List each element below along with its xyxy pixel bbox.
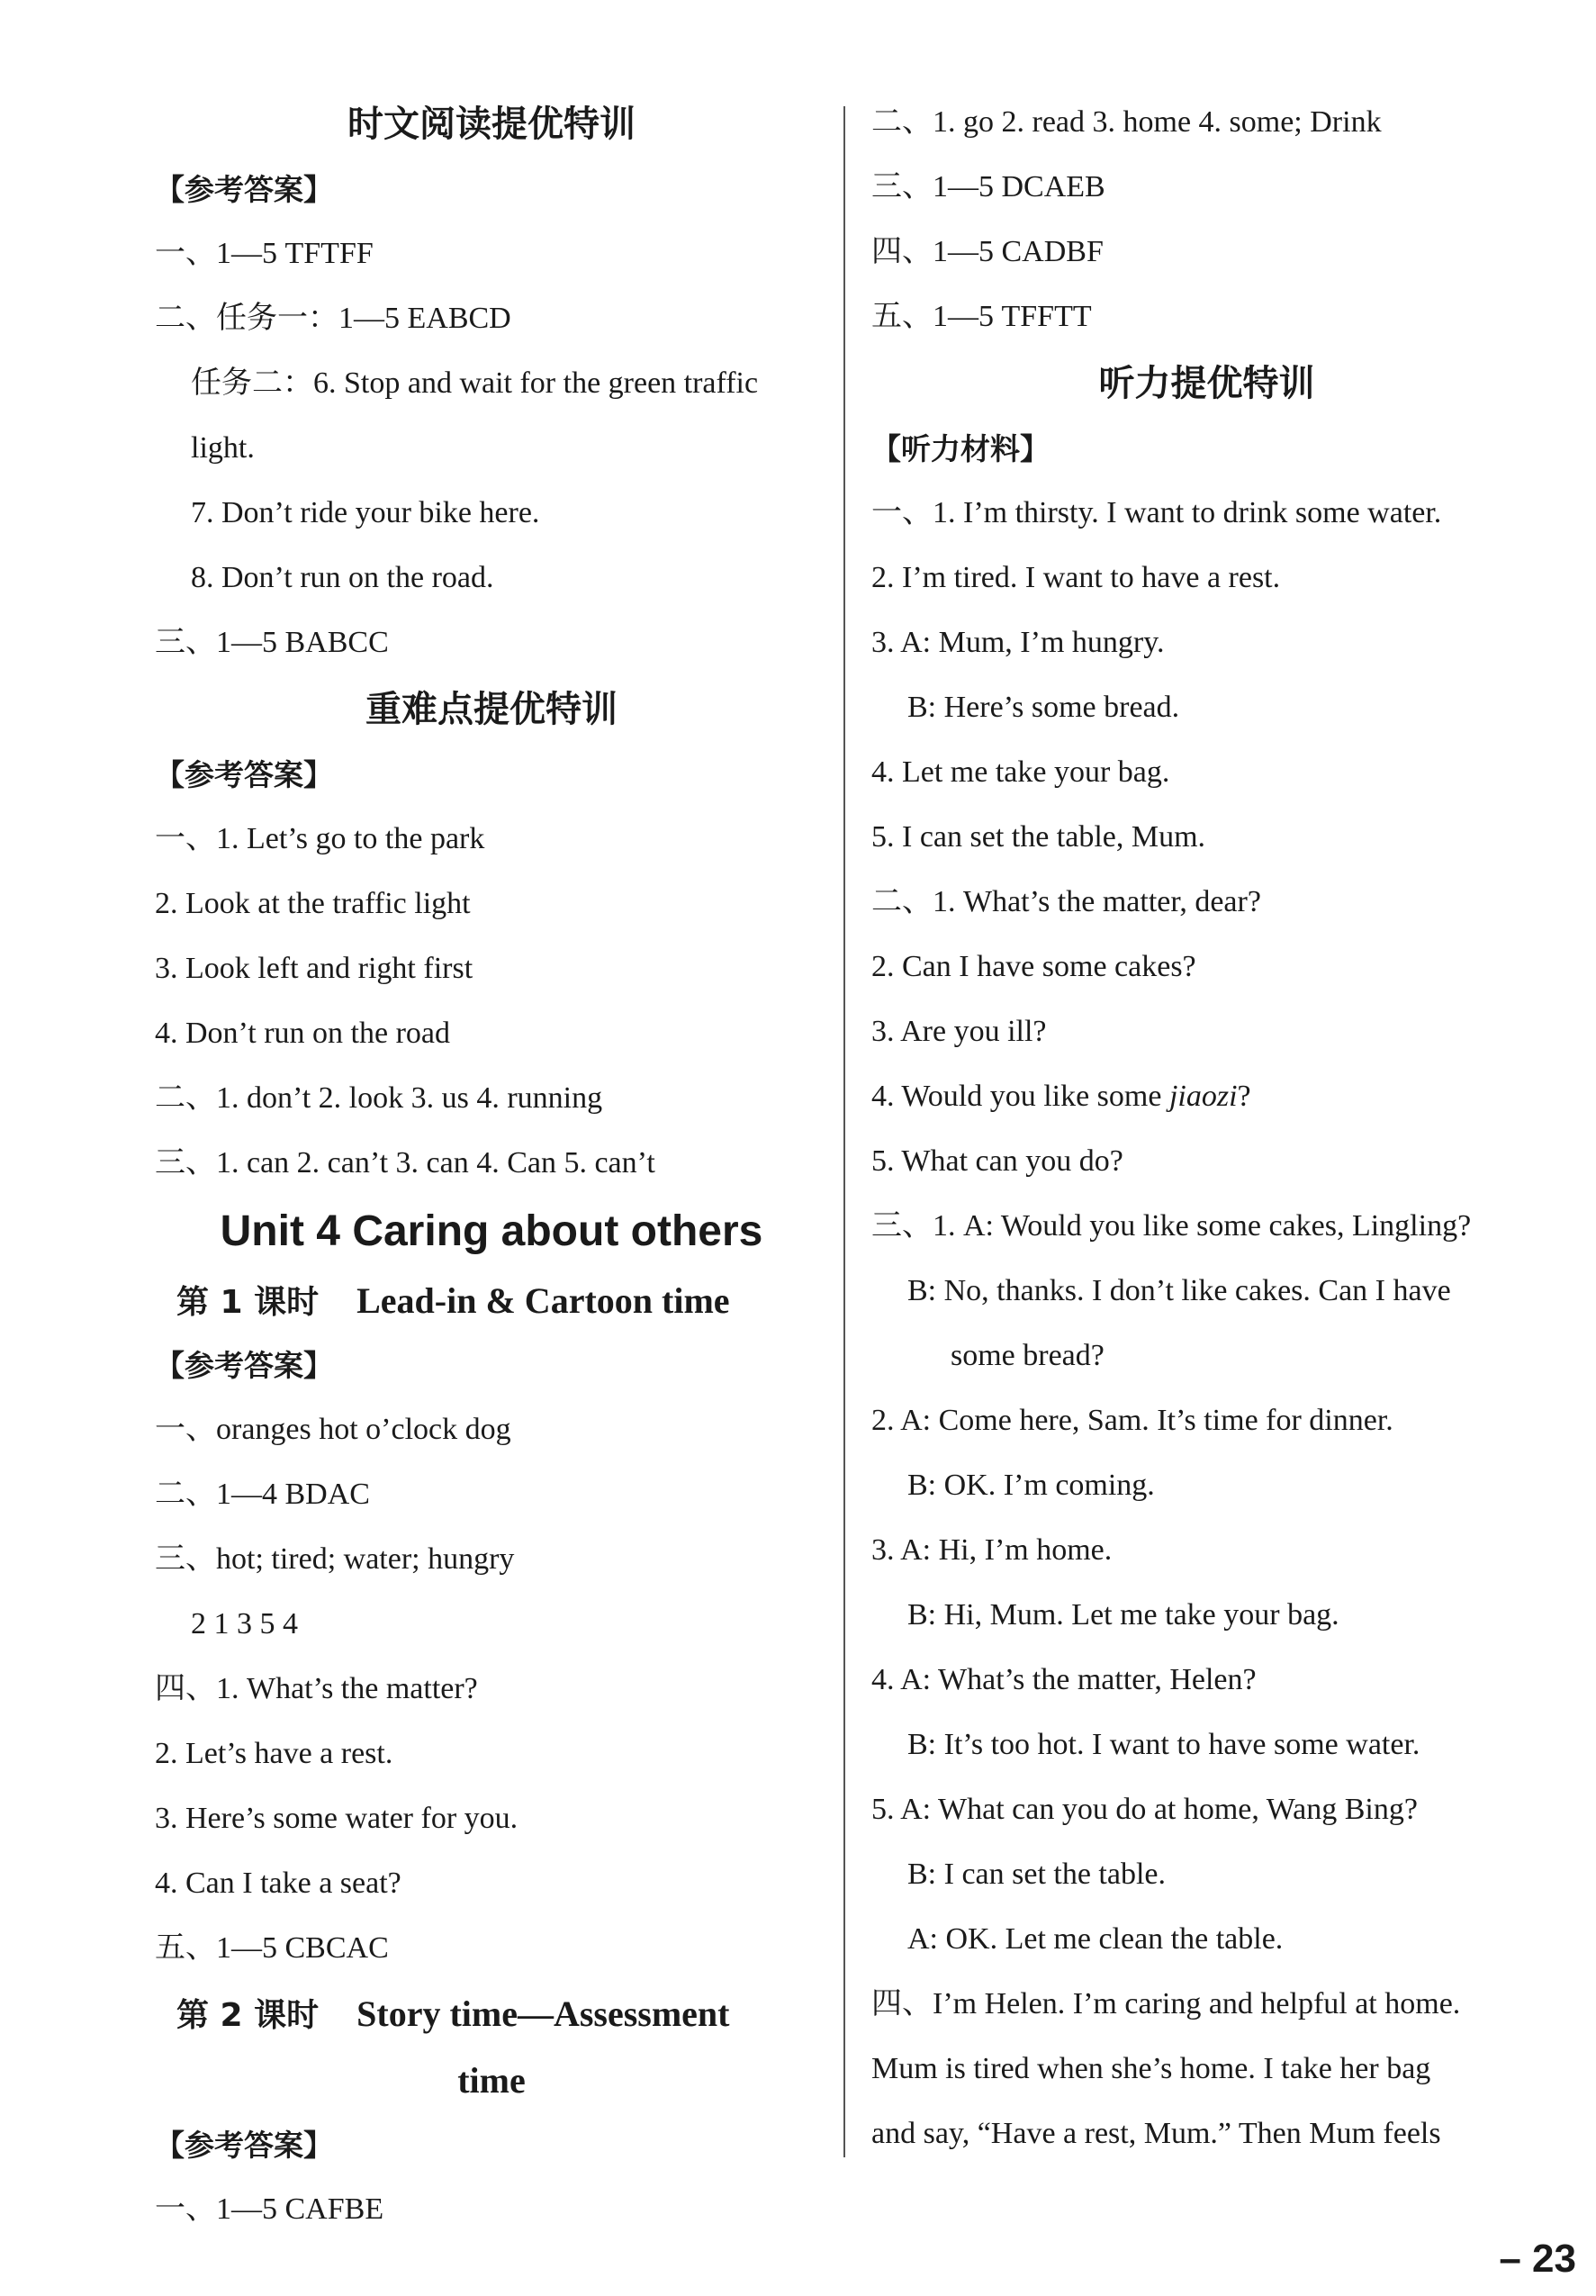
- answer-line: 三、hot; tired; water; hungry: [155, 1542, 515, 1576]
- answer-label: 【参考答案】: [155, 2128, 333, 2163]
- material-line: B: It’s too hot. I want to have some water.: [907, 1728, 1420, 1761]
- lesson-heading: [155, 1981, 828, 2047]
- answer-line: 一、1—5 TFTFF: [155, 237, 374, 270]
- material-line: B: Here’s some bread.: [907, 691, 1180, 724]
- material-line: 2. Can I have some cakes?: [871, 950, 1196, 983]
- answer-label: 【参考答案】: [155, 172, 333, 207]
- answer-line: 一、oranges hot o’clock dog: [155, 1413, 511, 1446]
- material-line: B: Hi, Mum. Let me take your bag.: [907, 1598, 1339, 1632]
- material-line: 3. Are you ill?: [871, 1015, 1047, 1048]
- lesson-number: 第 1 课时: [176, 1284, 320, 1321]
- left-column: [155, 90, 828, 2242]
- material-line: B: I can set the table.: [907, 1858, 1167, 1891]
- answer-line: 二、任务一：1—5 EABCD: [155, 302, 511, 335]
- answer-line: 二、1—4 BDAC: [155, 1478, 370, 1511]
- material-line: B: OK. I’m coming.: [907, 1469, 1155, 1502]
- answer-label: 【参考答案】: [155, 1348, 333, 1383]
- section-title: 重难点提优特训: [365, 689, 618, 730]
- column-divider: [843, 106, 845, 2157]
- material-line: B: No, thanks. I don’t like cakes. Can I have: [907, 1274, 1451, 1307]
- lesson-title: Story time—Assessment: [356, 1993, 730, 2034]
- material-line: 2. A: Come here, Sam. It’s time for dinner.: [871, 1404, 1393, 1437]
- material-line: 2. I’m tired. I want to have a rest.: [871, 561, 1281, 594]
- material-line: 一、1. I’m thirsty. I want to drink some water.: [871, 496, 1442, 529]
- material-label: 【听力材料】: [871, 431, 1050, 466]
- answer-line: 2 1 3 5 4: [191, 1607, 298, 1641]
- section-title: 时文阅读提优特训: [347, 104, 636, 145]
- material-line: 四、I’m Helen. I’m caring and helpful at home.: [871, 1987, 1461, 2020]
- material-line: A: OK. Let me clean the table.: [907, 1922, 1284, 1956]
- material-line: 3. A: Mum, I’m hungry.: [871, 626, 1165, 659]
- material-line: 4. Let me take your bag.: [871, 755, 1170, 789]
- answer-line: 一、1—5 CAFBE: [155, 2192, 384, 2226]
- answer-line: 一、1. Let’s go to the park: [155, 822, 485, 855]
- answer-line: 7. Don’t ride your bike here.: [191, 496, 540, 529]
- right-column: [871, 90, 1542, 2166]
- section-title: 听力提优特训: [1098, 363, 1315, 404]
- answer-line: 三、1. can 2. can’t 3. can 4. Can 5. can’t: [155, 1146, 655, 1180]
- answer-line: 二、1. don’t 2. look 3. us 4. running: [155, 1081, 603, 1115]
- material-line: and say, “Have a rest, Mum.” Then Mum feels: [871, 2117, 1441, 2150]
- lesson-number: 第 2 课时: [176, 1997, 320, 2034]
- answer-line: 二、1. go 2. read 3. home 4. some; Drink: [871, 105, 1382, 139]
- material-line: [871, 1064, 1542, 1129]
- answer-line: 8. Don’t run on the road.: [191, 561, 494, 594]
- material-line: 3. A: Hi, I’m home.: [871, 1533, 1113, 1567]
- unit-title: Unit 4 Caring about others: [220, 1207, 763, 1255]
- line-text: ?: [1237, 1080, 1251, 1113]
- lesson-title: Lead-in & Cartoon time: [356, 1280, 730, 1321]
- material-line: 4. A: What’s the matter, Helen?: [871, 1663, 1257, 1696]
- material-line: 5. What can you do?: [871, 1144, 1123, 1178]
- answer-line: 2. Look at the traffic light: [155, 887, 471, 920]
- line-text: 4. Would you like some: [871, 1080, 1169, 1113]
- material-line: 三、1. A: Would you like some cakes, Lingling?: [871, 1209, 1472, 1243]
- material-line: 5. A: What can you do at home, Wang Bing?: [871, 1793, 1418, 1826]
- answer-line: 五、1—5 CBCAC: [155, 1931, 389, 1965]
- answer-line: 五、1—5 TFFTT: [871, 300, 1092, 333]
- answer-line: 3. Look left and right first: [155, 952, 473, 985]
- answer-line: 2. Let’s have a rest.: [155, 1737, 393, 1770]
- answer-line: 四、1. What’s the matter?: [155, 1672, 478, 1705]
- lesson-heading: [155, 1268, 828, 1334]
- italic-word: jiaozi: [1168, 1080, 1238, 1113]
- answer-line: 4. Don’t run on the road: [155, 1017, 450, 1050]
- answer-line: 4. Can I take a seat?: [155, 1867, 401, 1900]
- material-line: 二、1. What’s the matter, dear?: [871, 885, 1261, 918]
- answer-line: 三、1—5 BABCC: [155, 626, 389, 659]
- page-number: – 23: [1499, 2237, 1576, 2281]
- answer-line: light.: [191, 431, 255, 465]
- answer-line: 3. Here’s some water for you.: [155, 1802, 518, 1835]
- answer-line: 任务二：6. Stop and wait for the green traffic: [191, 366, 759, 400]
- lesson-title-continued: time: [457, 2060, 526, 2101]
- answer-label: 【参考答案】: [155, 757, 333, 792]
- material-line: Mum is tired when she’s home. I take her bag: [871, 2052, 1431, 2085]
- answer-line: 四、1—5 CADBF: [871, 235, 1104, 268]
- material-line: some bread?: [951, 1339, 1105, 1372]
- material-line: 5. I can set the table, Mum.: [871, 820, 1206, 854]
- answer-line: 三、1—5 DCAEB: [871, 170, 1105, 203]
